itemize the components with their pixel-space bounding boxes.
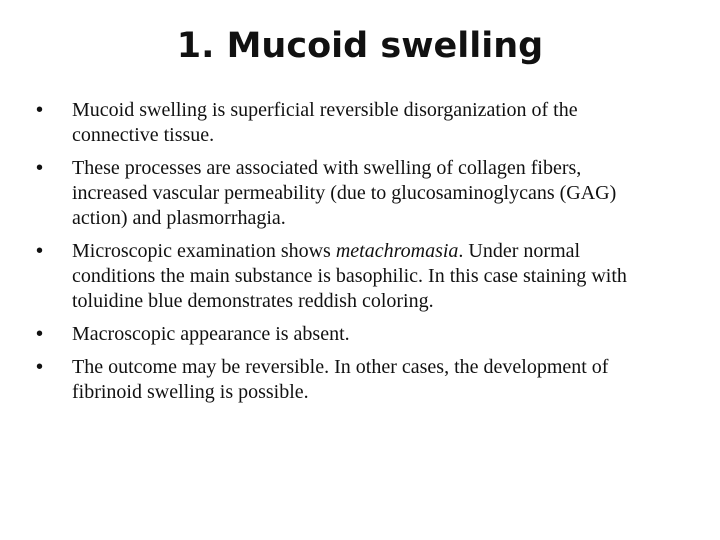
bullet-text: Mucoid swelling is superficial reversible disorganization of the connective tissue.: [72, 99, 578, 146]
bullet-dot-icon: •: [36, 356, 44, 378]
bullet-dot-icon: •: [36, 323, 44, 345]
bullet-item: [36, 239, 656, 314]
bullet-dot-icon: •: [36, 99, 44, 121]
bullet-text: The outcome may be reversible. In other cases, the development of fibrinoid swelling is possible.: [72, 356, 609, 403]
bullet-text: These processes are associated with swelling of collagen fibers, increased vascular permeability (due to glucosaminoglycans (GAG) action) and plasmorrhagia.: [72, 157, 617, 229]
bullet-text-italic: metachromasia: [335, 240, 459, 262]
slide-title: 1. Mucoid swelling: [176, 26, 544, 66]
bullet-text-before: Microscopic examination shows: [72, 240, 336, 262]
bullet-item: [36, 98, 656, 148]
bullet-list: [36, 98, 656, 413]
bullet-item: [36, 156, 656, 231]
bullet-text-after: . Under normal conditions the main substance is basophilic. In this case staining with toluidine blue demonstrates reddish coloring.: [72, 240, 627, 312]
bullet-item: [36, 322, 656, 347]
bullet-dot-icon: •: [36, 157, 44, 179]
bullet-text: Macroscopic appearance is absent.: [72, 323, 350, 345]
bullet-item: [36, 355, 656, 405]
bullet-dot-icon: •: [36, 240, 44, 262]
